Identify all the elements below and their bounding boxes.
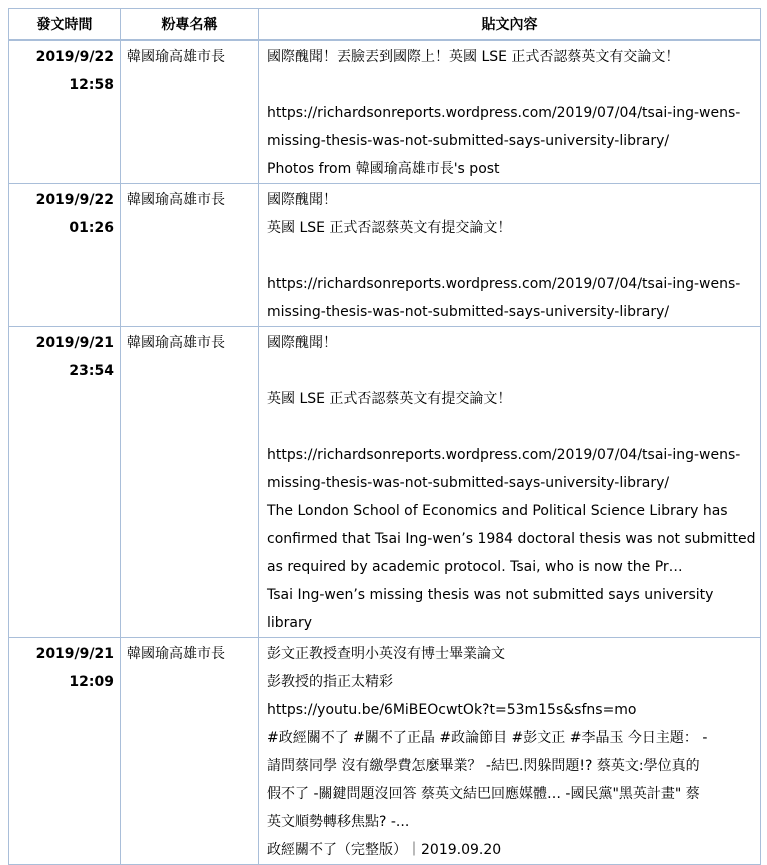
content-line: 國際醜聞！ [267,335,337,351]
content-line: confirmed that Tsai Ing-wen’s 1984 doctoral thesis was not submitted [267,531,756,547]
table-row [9,638,761,865]
content-line: missing-thesis-was-not-submitted-says-university-library/ [267,304,670,320]
post-time-cell [9,184,121,327]
content-line: https://richardsonreports.wordpress.com/2019/07/04/tsai-ing-wens- [267,105,741,121]
post-time-cell [9,40,121,184]
content-line: missing-thesis-was-not-submitted-says-university-library/ [267,133,670,149]
content-line: 英文順勢轉移焦點? -... [267,814,410,830]
post-content [259,184,761,327]
content-line: The London School of Economics and Political Science Library has [267,503,728,519]
post-content [259,327,761,638]
content-line: 國際醜聞！ [267,192,337,208]
content-line: 英國 LSE 正式否認蔡英文有提交論文！ [267,220,512,236]
header-fanpage-name: 粉專名稱 [121,9,259,41]
post-time: 12:58 [69,77,114,93]
posts-table [8,8,761,865]
content-line: missing-thesis-was-not-submitted-says-university-library/ [267,475,670,491]
blank-line [267,71,756,99]
fanpage-name: 韓國瑜高雄市長 [121,638,259,865]
post-content [259,638,761,865]
post-date: 2019/9/21 [35,335,114,351]
content-line: 彭文正教授查明小英沒有博士畢業論文 [267,646,505,662]
post-time-cell [9,327,121,638]
blank-line [267,357,756,385]
header-post-time: 發文時間 [9,9,121,41]
table-row [9,327,761,638]
content-line: 國際醜聞！丟臉丟到國際上！英國 LSE 正式否認蔡英文有交論文！ [267,49,680,65]
content-line: 英國 LSE 正式否認蔡英文有提交論文！ [267,391,512,407]
content-line: 請問蔡同學 沒有繳學費怎麼畢業？ -結巴.閃躲問題!? 蔡英文:學位真的 [267,758,700,774]
fanpage-name: 韓國瑜高雄市長 [121,184,259,327]
post-time: 01:26 [69,220,114,236]
header-row [9,9,761,41]
content-line: as required by academic protocol. Tsai, who is now the Pr… [267,559,683,575]
blank-line [267,413,756,441]
content-line: 假不了 -關鍵問題沒回答 蔡英文結巴回應媒體… -國民黨"黑英計畫" 蔡 [267,786,700,802]
blank-line [267,242,756,270]
content-line: https://richardsonreports.wordpress.com/2019/07/04/tsai-ing-wens- [267,447,741,463]
content-line: https://richardsonreports.wordpress.com/2019/07/04/tsai-ing-wens- [267,276,741,292]
fanpage-name: 韓國瑜高雄市長 [121,40,259,184]
post-date: 2019/9/22 [35,49,114,65]
content-line: Photos from 韓國瑜高雄市長's post [267,161,500,177]
fanpage-name: 韓國瑜高雄市長 [121,327,259,638]
post-time-cell [9,638,121,865]
header-post-content: 貼文內容 [259,9,761,41]
post-date: 2019/9/22 [35,192,114,208]
content-line: 政經關不了（完整版）｜2019.09.20 [267,842,502,858]
post-time: 23:54 [69,363,114,379]
content-line: #政經關不了 #關不了正晶 #政論節目 #彭文正 #李晶玉 今日主題： - [267,730,708,746]
content-line: https://youtu.be/6MiBEOcwtOk?t=53m15s&sfns=mo [267,702,637,718]
post-content [259,40,761,184]
post-date: 2019/9/21 [35,646,114,662]
content-line: Tsai Ing-wen’s missing thesis was not submitted says university library [267,587,714,631]
content-line: 彭教授的指正太精彩 [267,674,393,690]
table-row [9,40,761,184]
table-row [9,184,761,327]
post-time: 12:09 [69,674,114,690]
